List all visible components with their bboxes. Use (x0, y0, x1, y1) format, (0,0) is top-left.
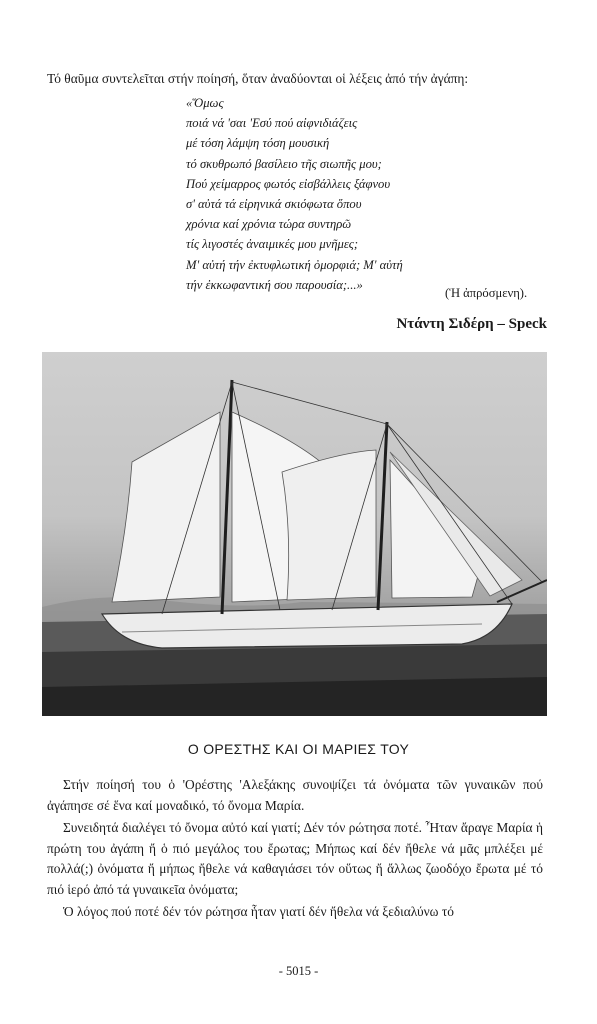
poem-line: χρόνια καί χρόνια τώρα συντηρῶ (186, 217, 352, 232)
poem-line: σ' αὐτά τά εἰρηνικά σκιόφωτα ὅπου (186, 197, 362, 212)
poem-line: Μ' αὐτή τήν ἐκτυφλωτική ὀμορφιά; Μ' αὐτή (186, 257, 403, 272)
schooner-illustration (42, 352, 547, 716)
sailing-ship-photo (42, 352, 547, 716)
poem-line: τίς λιγοστές ἀναιμικές μου μνῆμες; (186, 237, 359, 252)
poem-line: Πού χείμαρρος φωτός εἰσβάλλεις ξάφνου (186, 176, 391, 191)
paragraph: Στήν ποίησή του ὁ 'Ορέστης 'Αλεξάκης συνοψίζει τά ὀνόματα τῶν γυναικῶν πού ἀγάπησε σέ ἕνα καί μοναδικό, τό ὄνομα Μαρία. (47, 777, 543, 813)
poem-block (186, 93, 403, 295)
poem-line: μέ τόση λάμψη τόση μουσική (186, 136, 330, 151)
poem-line: τό σκυθρωπό βασίλειο τῆς σιωπῆς μου; (186, 156, 382, 171)
paragraph: Συνειδητά διαλέγει τό ὄνομα αὐτό καί γιατί; Δέν τόν ρώτησα ποτέ. Ἦταν ἄραγε Μαρία ἡ πρώτη του ἀγάπη ἤ ὁ πιό μεγάλος του ἔρωτας; Μήπως καί δέν ἤθελε νά μᾶς μπλέξει μέ πολλά(;) ὀνόματα ἤ μήπως ἤθελε νά καθαγιάσει τόν οὕτως ἤ ἄλλως ζωοδόχο ἔρωτα μέ τό πιό ἱερό ἀπό τά γυναικεῖα ὀνόματα; (47, 820, 543, 897)
page-number: - 5015 - (278, 964, 319, 978)
poem-line: «Ὅμως (186, 96, 224, 110)
article-body (47, 775, 543, 925)
paragraph: Ὁ λόγος πού ποτέ δέν τόν ρώτησα ἦταν γιατί δέν ἤθελα νά ξεδιαλύνω τό (63, 904, 454, 919)
poem-line: τήν ἐκκωφαντική σου παρουσία;...» (186, 277, 363, 292)
poem-line: ποιά νά 'σαι 'Εσύ πού αἰφνιδιάζεις (186, 116, 358, 131)
section-title: Ο ΟΡΕΣΤΗΣ ΚΑΙ ΟΙ ΜΑΡΙΕΣ ΤΟΥ (187, 741, 410, 757)
intro-sentence: Τό θαῦμα συντελεῖται στήν ποίησή, ὅταν ἀναδύονται οἱ λέξεις ἀπό τήν ἀγάπη: (47, 71, 469, 86)
poem-author: Ντάντη Σιδέρη – Speck (396, 316, 547, 332)
poem-source: (Ἡ ἀπρόσμενη). (445, 286, 528, 300)
